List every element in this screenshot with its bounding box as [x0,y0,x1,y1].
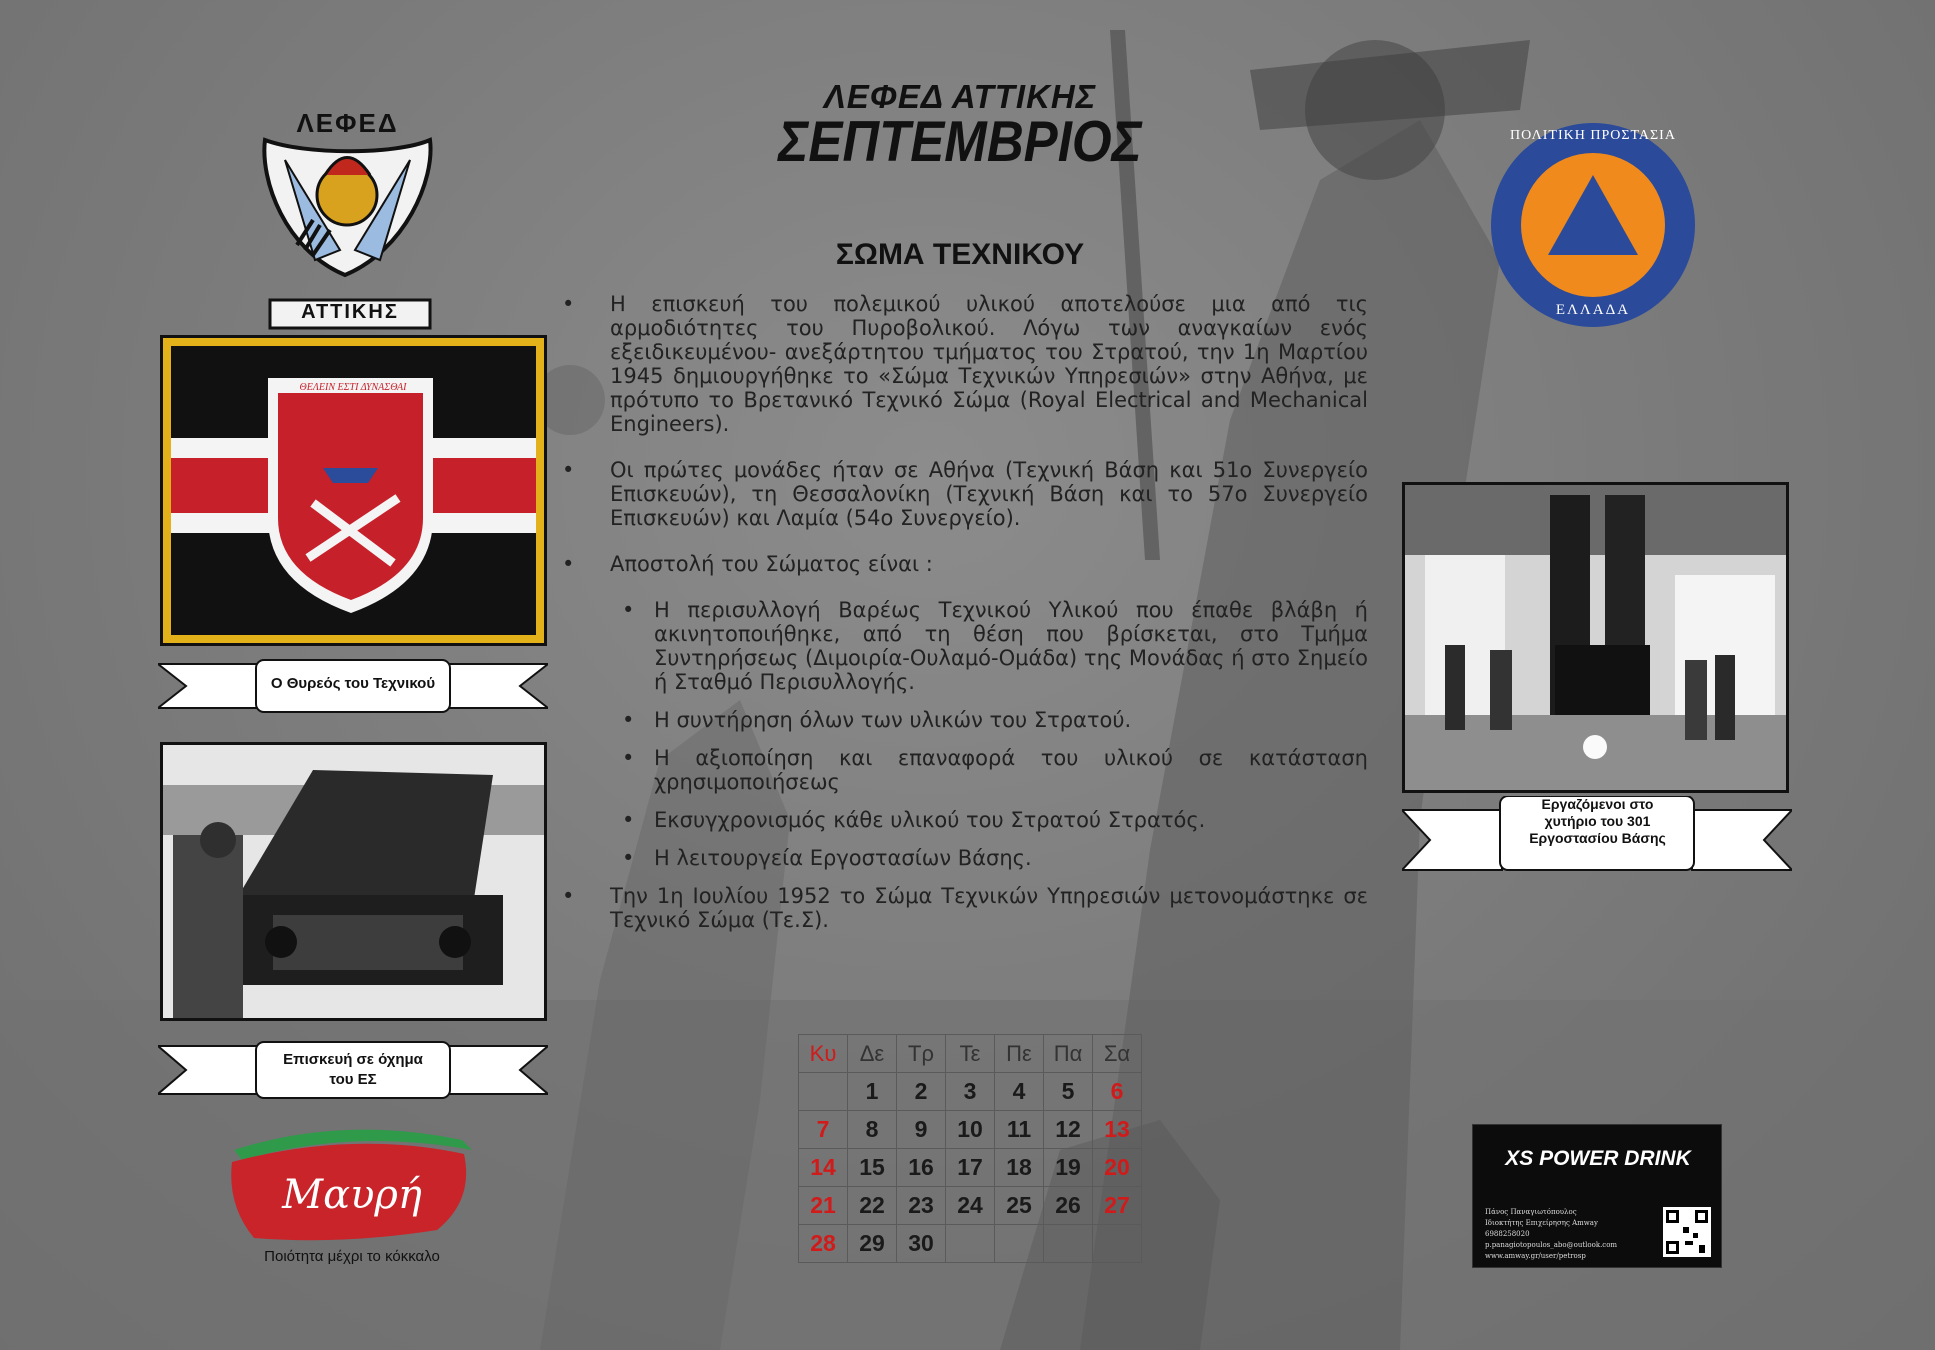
calendar-day-cell: 15 [848,1149,897,1187]
september-calendar [798,1034,1142,1263]
mavri-brand-text: Μαυρή [282,1172,422,1218]
bullet-icon: • [562,458,575,482]
calendar-day-cell: 4 [995,1073,1044,1111]
section-title: ΣΩΜΑ ΤΕΧΝΙΚΟΥ [835,238,1085,271]
calendar-day-cell: 14 [799,1149,848,1187]
xs-brand-text: XS POWER DRINK [1505,1147,1691,1170]
calendar-day-cell: 22 [848,1187,897,1225]
flag-caption-ribbon [158,658,548,714]
calendar-day-cell: 6 [1093,1073,1142,1111]
calendar-day-cell: 23 [897,1187,946,1225]
civil-protection-logo [1488,120,1698,330]
calendar-day-cell: 18 [995,1149,1044,1187]
month-title: ΣΕΠΤΕΜΒΡΙΟΣ [778,109,1142,174]
calendar-day-cell: 27 [1093,1187,1142,1225]
calendar-weekday-header: Κυ [799,1035,848,1073]
xs-contact-name: Πάνος Παναγιωτόπουλος [1485,1208,1577,1216]
calendar-day-cell: 29 [848,1225,897,1263]
mavri-logo [222,1120,482,1270]
xs-contact-lines [1485,1207,1655,1262]
calendar-day-cell [799,1073,848,1111]
civil-protection-bottom-text: ΕΛΛΑΔΑ [1555,302,1631,318]
bullet-icon: • [622,746,635,770]
calendar-day-cell: 21 [799,1187,848,1225]
corps-flag-image [160,335,547,646]
calendar-day-cell: 5 [1044,1073,1093,1111]
lefed-logo [245,100,450,330]
bullet-text: Αποστολή του Σώματος είναι : [610,552,933,576]
qr-code-icon [1663,1207,1711,1257]
calendar-day-cell: 7 [799,1111,848,1149]
flag-caption: Ο Θυρεός του Τεχνικού [270,675,436,692]
calendar-day-cell: 10 [946,1111,995,1149]
bullet-icon: • [562,552,575,576]
bullet-text: Η συντήρηση όλων των υλικών του Στρατού. [654,708,1132,732]
sub-bullet-item [594,846,1368,870]
bullet-icon: • [622,808,635,832]
calendar-day-cell: 25 [995,1187,1044,1225]
calendar-day-cell: 16 [897,1149,946,1187]
calendar-week-row [799,1073,1142,1111]
sub-bullet-item [594,708,1368,732]
flag-motto-text: ΘΕΛΕΙΝ ΕΣΤΙ ΔΥΝΑΣΘΑΙ [299,382,407,393]
calendar-day-cell: 17 [946,1149,995,1187]
bullet-text: Οι πρώτες μονάδες ήταν σε Αθήνα (Τεχνική Βάση και 51ο Συνεργείο Επισκευών), τη Θεσσαλονίκη (Τεχνική Βάση και το 57ο Συνεργείο Επισκευών) και Λαμία (54ο Συνεργείο). [610,458,1368,530]
calendar-weekday-header: Πα [1044,1035,1093,1073]
foundry-caption-ribbon [1402,796,1792,872]
calendar-day-cell: 9 [897,1111,946,1149]
mavri-slogan: Ποιότητα μέχρι το κόκκαλο [264,1248,440,1265]
civil-protection-emblem-icon [1488,120,1698,330]
calendar-day-cell [1093,1225,1142,1263]
calendar-day-cell: 11 [995,1111,1044,1149]
xs-contact-url: www.amway.gr/user/petrosp [1485,1252,1586,1260]
bullet-item [558,458,1368,530]
bullet-text: Εκσυγχρονισμός κάθε υλικού του Στρατού Στρατός. [654,808,1206,832]
calendar-week-row [799,1149,1142,1187]
bullet-item [558,552,1368,576]
bullet-item [558,292,1368,436]
calendar-weekday-header: Δε [848,1035,897,1073]
calendar-day-cell [1044,1225,1093,1263]
calendar-day-cell: 12 [1044,1111,1093,1149]
calendar-day-cell [946,1225,995,1263]
bullet-icon: • [622,846,635,870]
civil-protection-top-text: ΠΟΛΙΤΙΚΗ ΠΡΟΣΤΑΣΙΑ [1510,128,1676,143]
jeep-photo-icon [163,745,544,1018]
calendar-weekday-header: Σα [1093,1035,1142,1073]
calendar-day-cell [995,1225,1044,1263]
xs-power-drink-ad [1472,1124,1722,1268]
calendar-day-cell: 3 [946,1073,995,1111]
calendar-day-cell: 30 [897,1225,946,1263]
organization-title: ΛΕΦΕΔ ΑΤΤΙΚΗΣ [823,78,1097,115]
calendar-day-cell: 26 [1044,1187,1093,1225]
lefed-logo-bottom-text: ΑΤΤΙΚΗΣ [301,301,399,323]
bullet-icon: • [622,598,635,622]
bullet-item [558,884,1368,932]
calendar-day-cell: 28 [799,1225,848,1263]
sub-bullet-item [594,808,1368,832]
bullet-text: Η επισκευή του πολεμικού υλικού αποτελούσε μια από τις αρμοδιότητες του Πυροβολικού. Λόγω των αναγκαίων ενός εξειδικευμένου- ανεξάρτητου τμήματος του Στρατού, την 1η Μαρτίου 1945 δημιουργήθηκε το «Σώμα Τεχνικών Υπηρεσιών» στην Αθήνα, με πρότυπο το Βρετανικό Τεχνικό Σώμα (Royal Electrical and Mechanical Engineers). [610,292,1368,436]
sub-bullet-item [594,746,1368,794]
lefed-logo-top-text: ΛΕΦΕΔ [296,108,399,138]
calendar-day-cell: 1 [848,1073,897,1111]
jeep-repair-photo [160,742,547,1021]
calendar-weekday-header: Τε [946,1035,995,1073]
sub-bullet-item [594,598,1368,694]
calendar-day-cell: 20 [1093,1149,1142,1187]
calendar-day-cell: 19 [1044,1149,1093,1187]
xs-contact-email: p.panagiotopoulos_abo@outlook.com [1485,1241,1618,1249]
jeep-caption-ribbon [158,1040,548,1100]
article-body [558,292,1368,954]
calendar-day-cell: 2 [897,1073,946,1111]
calendar-day-cell: 8 [848,1111,897,1149]
calendar-day-cell: 24 [946,1187,995,1225]
jeep-caption: Επισκευή σε όχημα του ΕΣ [283,1051,423,1088]
bullet-text: Η αξιοποίηση και επαναφορά του υλικού σε κατάσταση χρησιμοποιήσεως [654,746,1368,794]
bullet-text: Η λειτουργεία Εργοστασίων Βάσης. [654,846,1032,870]
bullet-text: Την 1η Ιουλίου 1952 το Σώμα Τεχνικών Υπηρεσιών μετονομάστηκε σε Τεχνικό Σώμα (Τε.Σ). [610,884,1368,932]
xs-contact-phone: 6988258020 [1485,1230,1530,1238]
calendar-week-row [799,1187,1142,1225]
calendar-week-row [799,1225,1142,1263]
calendar-weekday-row [799,1035,1142,1073]
bullet-text: Η περισυλλογή Βαρέως Τεχνικού Υλικού που έπαθε βλάβη ή ακινητοποιήθηκε, από τη θέση που βρίσκεται, στο Τμήμα Συντηρήσεως (Διμοιρία-Ουλαμό-Ομάδα) της Μονάδας ή στο Σημείο ή Σταθμό Περισυλλογής. [654,598,1368,694]
bullet-icon: • [622,708,635,732]
calendar-day-cell: 13 [1093,1111,1142,1149]
bullet-icon: • [562,884,575,908]
foundry-photo-icon [1405,485,1786,790]
calendar-weekday-header: Πε [995,1035,1044,1073]
bullet-icon: • [562,292,575,316]
foundry-caption: Εργαζόμενοι στο χυτήριο του 301 Εργοστασίου Βάσης [1529,796,1666,846]
calendar-weekday-header: Τρ [897,1035,946,1073]
xs-contact-title: Ιδιοκτήτης Επιχείρησης Amway [1485,1219,1598,1227]
foundry-photo [1402,482,1789,793]
calendar-week-row [799,1111,1142,1149]
